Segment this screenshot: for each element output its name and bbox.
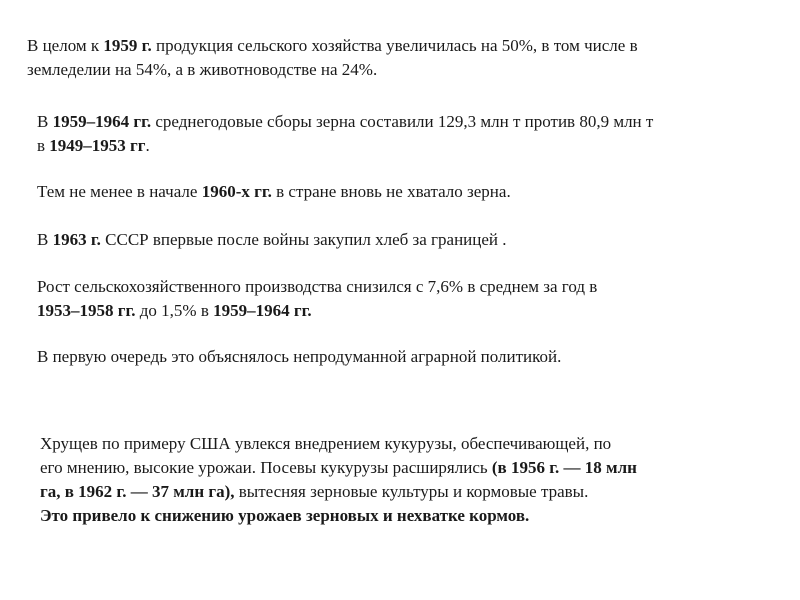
paragraph-production-growth (27, 34, 777, 82)
text: В (37, 112, 53, 131)
text: его мнению, высокие урожаи. Посевы кукурузы расширялись (40, 458, 492, 477)
paragraph-line (40, 504, 760, 528)
paragraph-corn-campaign (40, 432, 760, 528)
text: Рост сельскохозяйственного производства снизился с 7,6% в среднем за год в (37, 277, 598, 296)
text: в (37, 136, 50, 155)
text: до 1,5% в (135, 301, 214, 320)
text: земледелии на 54%, а в животноводстве на 24%. (27, 60, 378, 79)
text: . (145, 136, 150, 155)
paragraph-line (40, 456, 760, 480)
text: В целом к (27, 36, 104, 55)
paragraph-line (27, 34, 777, 58)
text: СССР впервые после войны закупил хлеб за границей . (100, 230, 507, 249)
paragraph-line (40, 432, 760, 456)
text: вытесняя зерновые культуры и кормовые травы. (234, 482, 589, 501)
bold-date: 1959–1964 гг. (52, 112, 152, 131)
bold-figures: га, в 1962 г. — 37 млн га), (40, 482, 235, 501)
text: В (37, 230, 53, 249)
paragraph-line (37, 345, 777, 369)
paragraph-grain-import (37, 228, 777, 252)
bold-date: 1949–1953 гг (49, 136, 146, 155)
paragraph-line (27, 58, 777, 82)
text: продукция сельского хозяйства увеличилась на 50%, в том числе в (151, 36, 638, 55)
paragraph-line (37, 180, 777, 204)
text: Тем не менее в начале (37, 182, 202, 201)
text: Хрущев по примеру США увлекся внедрением кукурузы, обеспечивающей, по (40, 434, 612, 453)
bold-date: 1963 г. (52, 230, 101, 249)
paragraph-grain-harvest (37, 110, 777, 158)
paragraph-line (37, 228, 777, 252)
text: среднегодовые сборы зерна составили 129,3 млн т против 80,9 млн т (151, 112, 654, 131)
paragraph-agrarian-policy (37, 345, 777, 369)
bold-date: 1959 г. (103, 36, 152, 55)
bold-conclusion: Это привело к снижению урожаев зерновых и нехватке кормов. (40, 506, 530, 525)
paragraph-line (37, 275, 777, 299)
paragraph-line (40, 480, 760, 504)
bold-date: 1960-х гг. (201, 182, 272, 201)
paragraph-line (37, 110, 777, 134)
paragraph-line (37, 299, 777, 323)
bold-figures: (в 1956 г. — 18 млн (491, 458, 637, 477)
paragraph-line (37, 134, 777, 158)
text: В первую очередь это объяснялось непродуманной аграрной политикой. (37, 347, 562, 366)
bold-date: 1959–1964 гг. (213, 301, 312, 320)
bold-date: 1953–1958 гг. (37, 301, 136, 320)
paragraph-grain-shortage (37, 180, 777, 204)
paragraph-growth-decline (37, 275, 777, 323)
text: в стране вновь не хватало зерна. (271, 182, 511, 201)
